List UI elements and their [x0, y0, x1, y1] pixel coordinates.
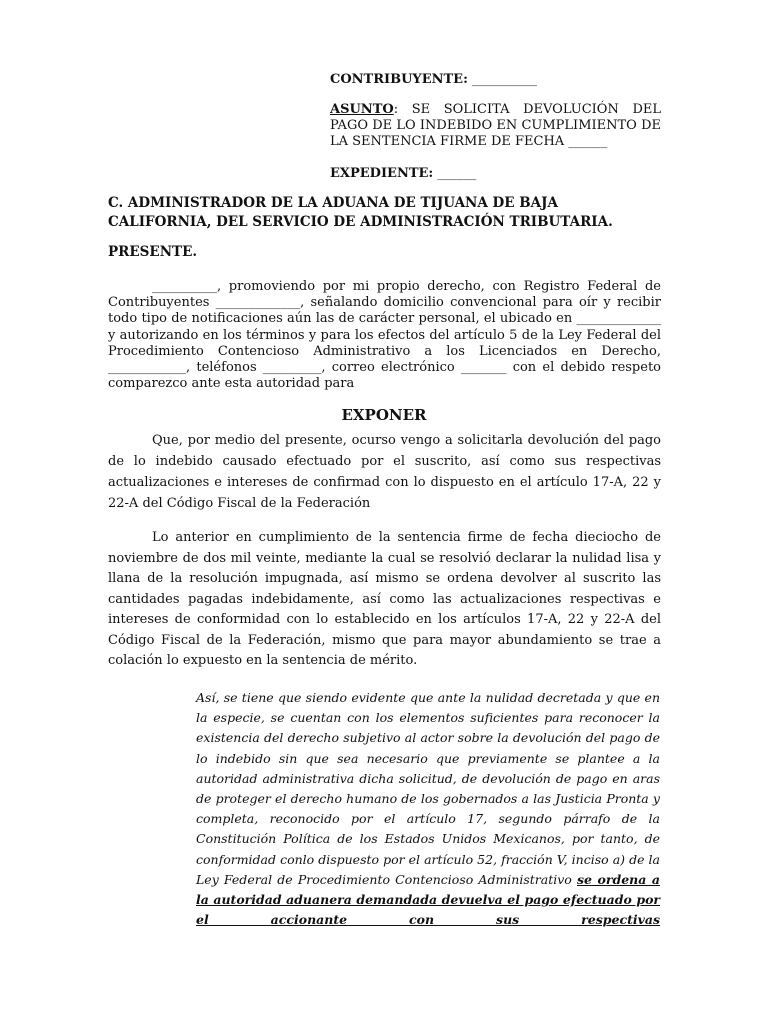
expediente-blank: ______	[437, 166, 477, 181]
expediente-label: EXPEDIENTE:	[330, 166, 434, 181]
quote-text: Así, se tiene que siendo evidente que ante la nulidad decretada y que en la especie, se cuentan con los elementos suficientes para reconocer la existencia del derecho subjetivo al actor sobre la devolución del pago de lo indebido sin que sea necesario que previamente se plantee a la autoridad administrativa dicha solicitud, de devolución de pago en aras de proteger el derecho humano de los gobernados a las Justicia Pronta y completa, reconocido por el artículo 17, segundo párrafo de la Constitución Política de los Estados Unidos Mexicanos, por tanto, de conformidad conlo dispuesto por el artículo 52, fracción V, inciso a) de la Ley Federal de Procedimiento Contencioso Administrativo	[196, 690, 660, 887]
intro-paragraph	[108, 279, 661, 392]
quote-emphasis: se ordena a la autoridad aduanera demandada devuelva el pago efectuado por el accionante con sus respectivas	[196, 871, 660, 928]
addressee: C. ADMINISTRADOR DE LA ADUANA DE TIJUANA DE BAJA CALIFORNIA, DEL SERVICIO DE ADMINISTRACIÓN TRIBUTARIA.	[108, 195, 613, 230]
paragraph-2-text: Lo anterior en cumplimiento de la sentencia firme de fecha dieciocho de noviembre de dos mil veinte, mediante la cual se resolvió declarar la nulidad lisa y llana de la resolución impugnada, así mismo se ordena devolver al suscrito las cantidades pagadas indebidamente, así como las actualizaciones respectivas e intereses de conformidad con lo establecido en los artículos 17-A, 22 y 22-A del Código Fiscal de la Federación, mismo que para mayor abundamiento se trae a colación lo expuesto en la sentencia de mérito.	[108, 530, 661, 668]
contribuyente-label: CONTRIBUYENTE:	[330, 72, 468, 87]
contribuyente-line	[330, 72, 661, 88]
asunto-block	[330, 102, 661, 150]
expediente-line	[330, 166, 661, 182]
contribuyente-blank: __________	[472, 72, 538, 87]
paragraph-1-text: Que, por medio del presente, ocurso vengo a solicitarla devolución del pago de lo indebido causado efectuado por el suscrito, así como sus respectivas actualizaciones e intereses de confirmad con lo dispuesto en el artículo 17-A, 22 y 22-A del Código Fiscal de la Federación	[108, 433, 661, 511]
sentence-quote	[196, 688, 660, 930]
presente-heading: PRESENTE.	[108, 244, 198, 260]
paragraph-1	[108, 430, 661, 514]
section-title: EXPONER	[341, 406, 427, 424]
paragraph-2	[108, 528, 661, 672]
asunto-text: : SE SOLICITA DEVOLUCIÓN DEL PAGO DE LO INDEBIDO EN CUMPLIMIENTO DE LA SENTENCIA FIRME DE FECHA ______	[330, 102, 661, 149]
asunto-label: ASUNTO	[330, 102, 394, 117]
intro-paragraph-text: __________, promoviendo por mi propio derecho, con Registro Federal de Contribuyentes _____________, señalando domicilio convencional para oír y recibir todo tipo de notificaciones aún las de carácter personal, el ubicado en _____________ y autorizando en los términos y para los efectos del artículo 5 de la Ley Federal del Procedimiento Contencioso Administrativo a los Licenciados en Derecho, ____________, teléfonos _________, correo electrónico _______ con el debido respeto comparezco ante esta autoridad para	[108, 279, 661, 392]
